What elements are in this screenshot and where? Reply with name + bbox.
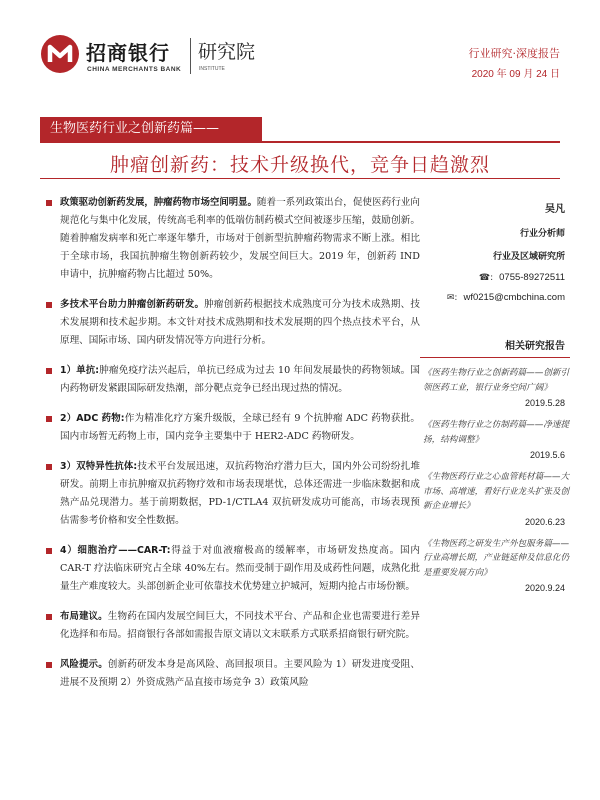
- related-report-item[interactable]: [420, 470, 570, 527]
- related-report-title[interactable]: 《生物医药之研发生产外包服务篇——行业高增长期，产业链延伸及信息化仍是重要发展方向》: [423, 538, 570, 578]
- bullet-square-icon: [46, 200, 52, 206]
- paragraph-lead: 2）ADC 药物:: [60, 413, 125, 424]
- paragraph-text: 生物药在国内发展空间巨大，不同技术平台、产品和企业也需要进行差异化选择和布局。招商银行各部如需报告原文请以文末联系方式联系招商银行研究院。: [60, 611, 420, 640]
- paragraph-text: 技术平台发展迅速，双抗药物治疗潜力巨大，国内外公司纷纷扎堆研发。前期上市抗肿瘤双抗药物疗效和市场表现堪忧，总体还需进一步临床数据和成熟产品兑现潜力。基于前期数据，PD-1/CTLA4 双抗研发成功可能高，市场表现预估需参考价格和安全性数据。: [60, 461, 420, 526]
- paragraph-lead: 政策驱动创新药发展，肿瘤药物市场空间明显。: [60, 197, 257, 208]
- paragraph-lead: 3）双特异性抗体:: [60, 461, 138, 472]
- email-row: [420, 292, 565, 303]
- paragraph-text: 肿瘤免疫疗法兴起后，单抗已经成为过去 10 年间发展最快的药物领域。国内药物研发紧跟国际研发热潮，部分靶点竞争已经出现过热的情况。: [60, 365, 420, 394]
- mail-icon: ✉:: [446, 292, 458, 303]
- bullet-square-icon: [46, 464, 52, 470]
- brand-name-cn: 招商银行: [86, 41, 170, 65]
- paragraph-bispecific: [46, 458, 420, 530]
- paragraph-text: 创新药研发本身是高风险、高回报项目。主要风险为 1）研发进度受阻、进展不及预期 2）外资成熟产品直接市场竞争 3）政策风险: [60, 659, 420, 688]
- paragraph-text: 随着一系列政策出台，促使医药行业向规范化与集中化发展，传统高毛利率的低端仿制药模式空间被逐步压缩，鼓励创新。随着肿瘤发病率和死亡率逐年攀升，市场对于创新型抗肿瘤药物需求不断上涨。相比于全球市场，我国抗肿瘤生物创新药较少，发展空间巨大。2019 年，创新药 IND 申请中，抗肿瘤药物占比超过 50%。: [60, 197, 420, 280]
- bullet-square-icon: [46, 614, 52, 620]
- paragraph-risk: [46, 656, 420, 692]
- author-department: 行业及区域研究所: [492, 252, 565, 262]
- paragraph-car-t: [46, 542, 420, 596]
- bullet-square-icon: [46, 302, 52, 308]
- report-type: 行业研究·深度报告: [468, 47, 560, 60]
- body-column: [46, 194, 420, 704]
- author-name: 吴凡: [545, 204, 565, 215]
- related-report-title[interactable]: 《生物医药行业之心血管耗材篇——大市场、高增速，看好行业龙头扩张及创新企业增长》: [423, 472, 570, 511]
- related-report-date: 2020.6.23: [524, 516, 565, 527]
- related-report-title[interactable]: 《医药生物行业之创新药篇——创新引领医药工业，银行业务空间广阔》: [423, 368, 570, 393]
- paragraph-lead: 多技术平台助力肿瘤创新药研发。: [60, 299, 205, 310]
- related-report-item[interactable]: [420, 366, 570, 408]
- page-title: 肿瘤创新药：技术升级换代，竞争日趋激烈: [109, 154, 490, 176]
- author-block: [420, 200, 570, 303]
- related-report-item[interactable]: [420, 418, 570, 460]
- title-divider: [40, 178, 560, 179]
- brand-name-en: CHINA MERCHANTS BANK: [87, 66, 182, 73]
- paragraph-lead: 风险提示。: [60, 659, 108, 670]
- related-reports-heading: 相关研究报告: [420, 337, 570, 358]
- phone-number: 0755-89272511: [499, 272, 565, 283]
- related-report-date: 2019.5.6: [529, 450, 565, 460]
- report-header: [0, 0, 600, 86]
- cmb-logo-icon: [40, 34, 80, 74]
- institute-name-cn: 研究院: [198, 41, 256, 63]
- brand-divider: [190, 38, 191, 74]
- related-report-date: 2019.5.28: [524, 398, 565, 408]
- paragraph-platforms: [46, 296, 420, 350]
- sidebar: [420, 200, 570, 603]
- paragraph-lead: 1）单抗:: [60, 365, 100, 376]
- series-title: 生物医药行业之创新药篇——: [40, 117, 262, 141]
- phone-row: [420, 272, 565, 283]
- related-report-item[interactable]: [420, 537, 570, 594]
- related-report-date: 2020.9.24: [524, 583, 565, 593]
- series-underline: [40, 141, 560, 143]
- paragraph-mab: [46, 362, 420, 398]
- paragraph-text: 肿瘤创新药根据技术成熟度可分为技术成熟期、技术发展期和技术起步期。本文针对技术成熟期和技术发展期的四个热点技术平台，从原理、国际市场、国内研发情况等方向进行分析。: [60, 299, 420, 346]
- paragraph-layout-advice: [46, 608, 420, 644]
- institute-name-en: INSTITUTE: [199, 66, 225, 72]
- author-title: 行业分析师: [519, 229, 565, 239]
- paragraph-lead: 布局建议。: [60, 611, 108, 622]
- bullet-square-icon: [46, 416, 52, 422]
- paragraph-lead: 4）细胞治疗——CAR-T:: [60, 545, 171, 556]
- paragraph-text: 得益于对血液瘤极高的缓解率，市场研发热度高。国内 CAR-T 疗法临床研究占全球 40%左右。然而受制于副作用及成药性问题，成熟化批量生产难度较大。头部创新企业可依靠技术优势建立护城河，短期内抢占市场份额。: [60, 545, 420, 592]
- paragraph-adc: [46, 410, 420, 446]
- email-address[interactable]: wf0215@cmbchina.com: [463, 292, 565, 303]
- bullet-square-icon: [46, 662, 52, 668]
- bullet-square-icon: [46, 548, 52, 554]
- related-reports-list: [420, 366, 570, 593]
- paragraph-policy: [46, 194, 420, 284]
- bullet-square-icon: [46, 368, 52, 374]
- report-date: 2020 年 09 月 24 日: [471, 69, 560, 80]
- phone-icon: ☎:: [478, 272, 494, 283]
- paragraph-text: 作为精准化疗方案升级版，全球已经有 9 个抗肿瘤 ADC 药物获批。国内市场暂无药物上市，国内竞争主要集中于 HER2-ADC 药物研发。: [60, 413, 420, 442]
- related-report-title[interactable]: 《医药生物行业之仿制药篇——净速提扬，结构调整》: [423, 420, 570, 445]
